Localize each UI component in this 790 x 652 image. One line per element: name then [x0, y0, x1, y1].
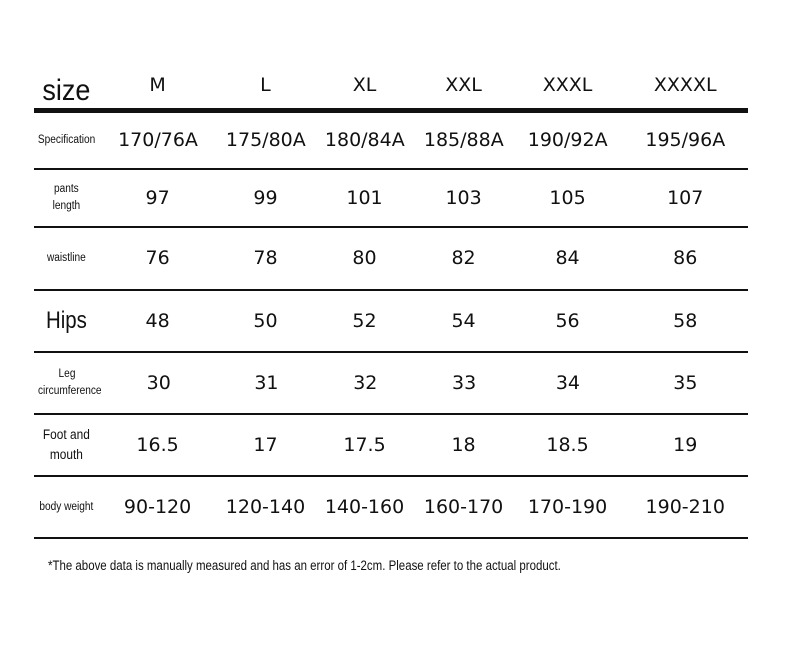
size-header-label: size: [42, 74, 91, 107]
table-row-hips: [34, 291, 748, 353]
row-label: [38, 425, 95, 464]
row-label: [38, 181, 95, 214]
table-cell: 97: [145, 186, 170, 209]
row-label: [38, 499, 95, 516]
table-cell: 175/80A: [225, 129, 306, 152]
table-row-waistline: [34, 228, 748, 291]
table-cell: 35: [673, 371, 698, 394]
table-cell: 101: [346, 186, 383, 209]
table-cell: 54: [451, 309, 476, 332]
row-label: [37, 366, 102, 399]
table-cell: 32: [353, 371, 378, 394]
table-cell: 105: [549, 186, 586, 209]
row-label: [38, 132, 95, 149]
table-cell: 48: [145, 309, 170, 332]
row-label: [38, 250, 95, 267]
table-cell: 80: [352, 247, 377, 270]
row-label-text: Specification: [37, 134, 96, 147]
table-cell: 185/88A: [423, 129, 504, 152]
table-row-pants-length: [34, 170, 748, 228]
table-cell: 18.5: [546, 433, 589, 456]
size-header-xxl: XXL: [445, 73, 482, 96]
table-cell: 30: [146, 371, 171, 394]
table-cell: 34: [555, 371, 580, 394]
table-row-specification: [34, 113, 748, 170]
table-cell: 190-210: [645, 495, 725, 518]
size-header-xxxl: XXXL: [542, 73, 593, 96]
row-label-text: length: [52, 200, 81, 212]
table-cell: 78: [253, 247, 278, 270]
row-label-text: circumference: [37, 385, 102, 397]
table-cell: 170-190: [527, 495, 608, 518]
table-cell: 84: [555, 247, 580, 270]
row-label: [39, 309, 94, 333]
row-label-text: Hips: [45, 307, 87, 334]
table-cell: 160-170: [423, 495, 504, 518]
row-label-text: body weight: [39, 500, 94, 513]
size-chart-table: [34, 60, 748, 539]
measurement-note: *The above data is manually measured and has an error of 1-2cm. Please refer to the actual product.: [48, 558, 561, 573]
table-cell: 140-160: [324, 495, 405, 518]
table-cell: 76: [145, 247, 170, 270]
table-cell: 52: [352, 309, 377, 332]
table-cell: 16.5: [136, 433, 179, 456]
row-label-text: Leg: [58, 368, 76, 381]
size-header-xxxxl: XXXXL: [653, 73, 717, 96]
table-cell: 120-140: [225, 495, 306, 518]
table-cell: 195/96A: [645, 129, 726, 152]
row-label-text: mouth: [49, 447, 83, 462]
table-cell: 17.5: [343, 433, 386, 456]
table-row-body-weight: [34, 477, 748, 539]
size-header-xl: XL: [352, 73, 377, 96]
row-label-text: Foot and: [42, 427, 90, 443]
table-cell: 103: [445, 186, 482, 209]
table-cell: 190/92A: [527, 129, 608, 152]
table-cell: 107: [667, 186, 704, 209]
table-cell: 58: [673, 309, 698, 332]
row-label-text: waistline: [46, 252, 86, 265]
table-cell: 82: [451, 247, 476, 270]
header-row: [34, 60, 748, 108]
table-cell: 86: [673, 247, 698, 270]
table-cell: 33: [452, 371, 477, 394]
table-cell: 19: [673, 433, 698, 456]
table-cell: 18: [451, 433, 476, 456]
table-cell: 31: [254, 371, 279, 394]
size-header-m: M: [149, 73, 166, 96]
size-header-l: L: [260, 73, 271, 96]
table-row-foot-and-mouth: [34, 415, 748, 477]
table-cell: 170/76A: [118, 129, 198, 152]
table-cell: 90-120: [123, 495, 192, 518]
table-cell: 99: [253, 186, 278, 209]
table-cell: 50: [253, 309, 278, 332]
table-cell: 180/84A: [324, 129, 405, 152]
table-cell: 56: [555, 309, 580, 332]
table-row-leg-circumference: [34, 353, 748, 415]
row-label-text: pants: [53, 183, 79, 196]
table-cell: 17: [253, 433, 278, 456]
